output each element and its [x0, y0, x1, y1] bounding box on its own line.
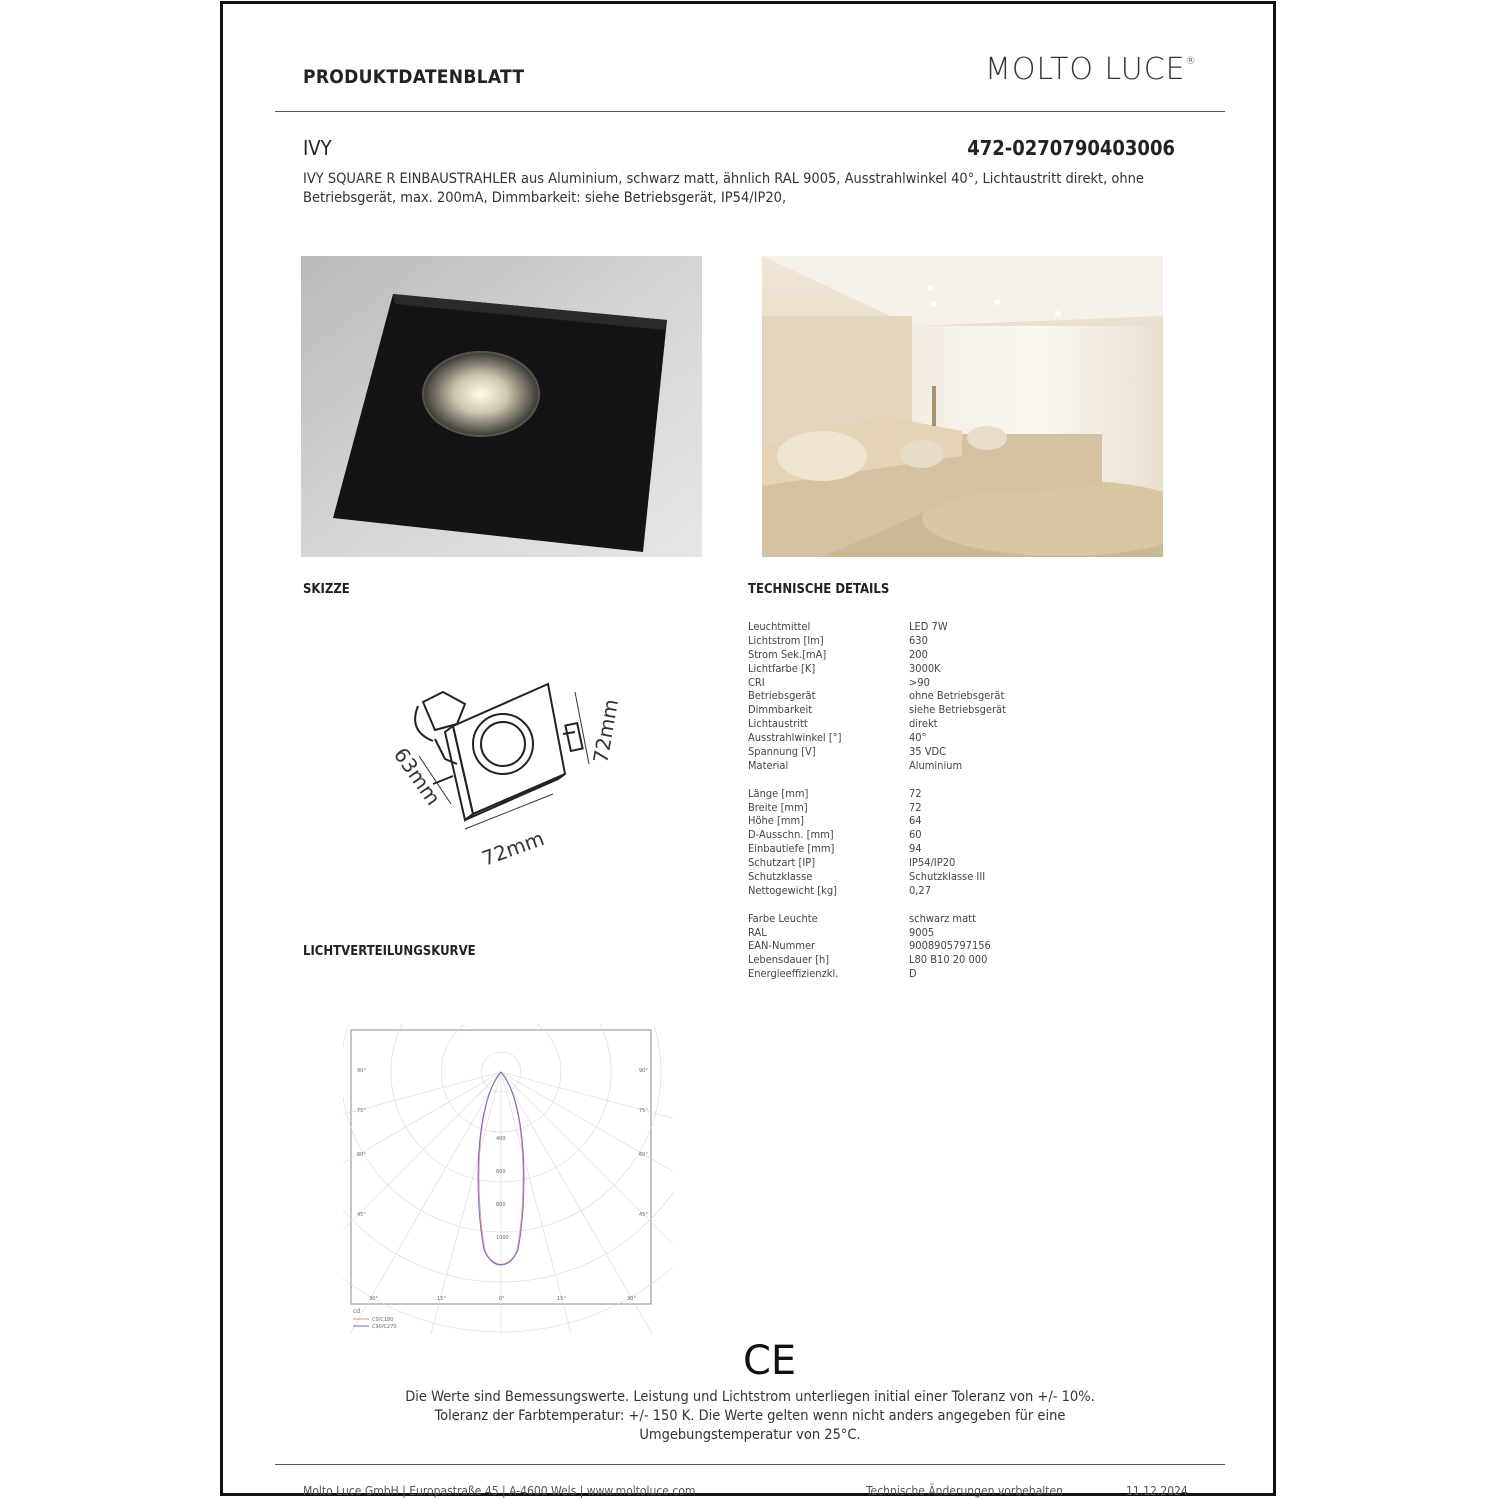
- ldc-angle-label: 0°: [499, 1296, 505, 1302]
- ldc-angle-label: 75°: [639, 1108, 648, 1114]
- spec-row: [748, 717, 1006, 731]
- spec-value: 9008905797156: [909, 939, 991, 953]
- ldc-angle-label: 60°: [639, 1152, 648, 1158]
- spec-list: [748, 620, 1006, 981]
- spec-row: [748, 912, 1006, 926]
- footer-divider: [275, 1464, 1225, 1465]
- spec-value: 630: [909, 633, 928, 647]
- ldc-angle-label: 45°: [639, 1212, 648, 1218]
- spec-value: D: [909, 967, 917, 981]
- spec-key: Ausstrahlwinkel [°]: [748, 731, 842, 745]
- note-line: Toleranz der Farbtemperatur: +/- 150 K. Die Werte gelten wenn nicht anders angegeben für eine: [434, 1408, 1066, 1424]
- spec-key: Breite [mm]: [748, 800, 808, 814]
- ldc-legend-c0: C0/C180: [372, 1317, 394, 1323]
- spec-value: L80 B10 20 000: [909, 953, 988, 967]
- spec-row: [748, 884, 1006, 898]
- ldc-radial-label: 600: [496, 1169, 506, 1175]
- spec-row: [748, 842, 1006, 856]
- section-technical-title: TECHNISCHE DETAILS: [748, 582, 890, 597]
- spec-key: Betriebsgerät: [748, 689, 816, 703]
- spec-key: Einbautiefe [mm]: [748, 842, 835, 856]
- ce-mark: CE: [743, 1338, 797, 1384]
- spec-row: [748, 787, 1006, 801]
- spec-value: 40°: [909, 731, 927, 745]
- ldc-angle-label: 30°: [627, 1296, 636, 1302]
- technical-specs: [748, 620, 1006, 981]
- sketch-height-label: 72mm: [588, 697, 624, 765]
- spec-key: Lichtfarbe [K]: [748, 661, 816, 675]
- spec-key: D-Ausschn. [mm]: [748, 828, 834, 842]
- spec-row: [748, 731, 1006, 745]
- brand-logo: MOLTO LUCE®: [985, 52, 1197, 87]
- spec-row: [748, 703, 1006, 717]
- spec-row: [748, 953, 1006, 967]
- footer-company: Molto Luce GmbH | Europastraße 45 | A-4600 Wels | www.moltoluce.com: [303, 1484, 696, 1498]
- spec-key: Energieeffizienzkl.: [748, 967, 839, 981]
- spec-value: direkt: [909, 717, 938, 731]
- light-distribution-chart: [343, 1024, 673, 1334]
- note-line: Die Werte sind Bemessungswerte. Leistung und Lichtstrom unterliegen initial einer Toleranz von +/- 10%.: [405, 1389, 1095, 1405]
- spec-key: Lebensdauer [h]: [748, 953, 830, 967]
- spec-value: 72: [909, 800, 922, 814]
- spec-row: [748, 745, 1006, 759]
- spec-value: Aluminium: [909, 758, 963, 772]
- spec-value: 94: [909, 842, 922, 856]
- spec-key: Schutzklasse: [748, 870, 813, 884]
- spec-key: Nettogewicht [kg]: [748, 883, 837, 897]
- spec-row: [748, 828, 1006, 842]
- ldc-angle-label: 15°: [437, 1296, 446, 1302]
- ldc-radial-label: 800: [496, 1202, 506, 1208]
- spec-row: [748, 676, 1006, 690]
- dimension-sketch: [363, 664, 663, 884]
- header-divider: [275, 111, 1225, 112]
- spec-key: Schutzart [IP]: [748, 856, 816, 870]
- spec-value: 64: [909, 814, 922, 828]
- ldc-angle-label: 30°: [369, 1296, 378, 1302]
- ldc-angle-label: 90°: [357, 1068, 366, 1074]
- spec-value: 72: [909, 786, 922, 800]
- spec-row: [748, 634, 1006, 648]
- spec-value: >90: [909, 675, 930, 689]
- spec-key: EAN-Nummer: [748, 939, 816, 953]
- spec-key: Höhe [mm]: [748, 814, 805, 828]
- spec-key: Lichtaustritt: [748, 717, 808, 731]
- spec-row: [748, 801, 1006, 815]
- footer-disclaimer: Technische Änderungen vorbehalten: [866, 1484, 1064, 1498]
- sketch-width-label: 72mm: [478, 826, 548, 871]
- spec-value: 9005: [909, 925, 935, 939]
- ldc-angle-label: 75°: [357, 1108, 366, 1114]
- spec-value: 60: [909, 828, 922, 842]
- spec-key: Dimmbarkeit: [748, 703, 813, 717]
- spec-key: Material: [748, 758, 789, 772]
- spec-value: LED 7W: [909, 620, 948, 633]
- spec-value: ohne Betriebsgerät: [909, 689, 1005, 703]
- spec-group-gap: [748, 773, 1006, 787]
- spec-row: [748, 620, 1006, 634]
- section-sketch-title: SKIZZE: [303, 582, 350, 597]
- footer-date: 11.12.2024: [1126, 1484, 1188, 1498]
- spec-row: [748, 689, 1006, 703]
- note-line: Umgebungstemperatur von 25°C.: [639, 1427, 861, 1443]
- spec-key: Länge [mm]: [748, 786, 809, 800]
- spec-value: 35 VDC: [909, 745, 947, 759]
- spec-key: Lichtstrom [lm]: [748, 633, 824, 647]
- ldc-angle-label: 90°: [639, 1068, 648, 1074]
- ldc-angle-label: 15°: [557, 1296, 566, 1302]
- spec-value: 200: [909, 647, 928, 661]
- product-name: IVY: [303, 136, 332, 160]
- ldc-angle-label: 45°: [357, 1212, 366, 1218]
- ldc-radial-label: 1000: [496, 1235, 509, 1241]
- spec-value: 0,27: [909, 883, 932, 897]
- spec-row: [748, 856, 1006, 870]
- spec-key: RAL: [748, 925, 767, 939]
- spec-row: [748, 814, 1006, 828]
- spec-row: [748, 967, 1006, 981]
- section-ldc-title: LICHTVERTEILUNGSKURVE: [303, 944, 476, 959]
- product-photo: [301, 256, 702, 557]
- spec-row: [748, 759, 1006, 773]
- spec-key: Strom Sek.[mA]: [748, 647, 827, 661]
- datasheet-page: [220, 1, 1276, 1496]
- spec-key: Leuchtmittel: [748, 620, 811, 633]
- ldc-angle-label: 60°: [357, 1152, 366, 1158]
- spec-value: Schutzklasse III: [909, 870, 986, 884]
- spec-value: 3000K: [909, 661, 941, 675]
- spec-key: Farbe Leuchte: [748, 911, 818, 925]
- tolerance-note: [275, 1388, 1225, 1445]
- spec-row: [748, 926, 1006, 940]
- spec-value: IP54/IP20: [909, 856, 956, 870]
- spec-row: [748, 662, 1006, 676]
- spec-key: Spannung [V]: [748, 745, 816, 759]
- ldc-unit: cd: [353, 1308, 361, 1315]
- ldc-radial-label: 400: [496, 1136, 506, 1142]
- spec-value: schwarz matt: [909, 911, 976, 925]
- spec-row: [748, 939, 1006, 953]
- ldc-legend-c90: C90/C270: [372, 1324, 397, 1330]
- product-description: IVY SQUARE R EINBAUSTRAHLER aus Aluminium, schwarz matt, ähnlich RAL 9005, Ausstrahlwinkel 40°, Lichtaustritt direkt, ohne Betriebsgerät, max. 200mA, Dimmbarkeit: siehe Betriebsgerät, IP54/IP20,: [303, 171, 1144, 206]
- spec-value: siehe Betriebsgerät: [909, 703, 1006, 717]
- spec-row: [748, 870, 1006, 884]
- interior-photo: [762, 256, 1163, 557]
- article-number: 472-0270790403006: [967, 136, 1175, 160]
- spec-key: CRI: [748, 675, 765, 689]
- spec-row: [748, 648, 1006, 662]
- page-title: PRODUKTDATENBLATT: [303, 66, 525, 88]
- sketch-depth-label: 63mm: [388, 743, 446, 810]
- spec-group-gap: [748, 898, 1006, 912]
